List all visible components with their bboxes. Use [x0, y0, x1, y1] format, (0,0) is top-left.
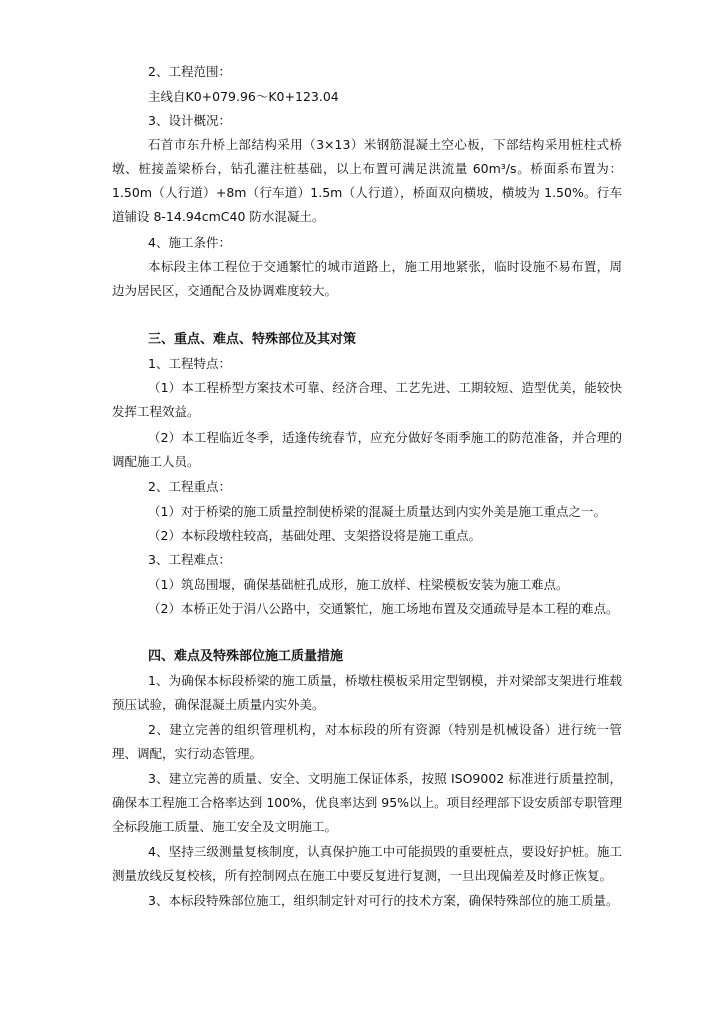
key-point-1: （1）对于桥梁的施工质量控制使桥梁的混凝土质量达到内实外美是施工重点之一。 [148, 504, 606, 519]
difficulty-1: （1）筑岛围堰，确保基础桩孔成形，施工放样、柱梁模板安装为施工难点。 [148, 577, 569, 592]
features-heading: 1、工程特点： [148, 356, 231, 371]
measure-2: 2、建立完善的组织管理机构，对本标段的所有资源（特别是机械设备）进行统一管理、调配，实行动态管理。 [112, 722, 622, 761]
feature-item-2: （2）本工程临近冬季，适逢传统春节，应充分做好冬雨季施工的防范准备，并合理的调配施工人员。 [112, 430, 622, 469]
section-three-title: 三、重点、难点、特殊部位及其对策 [148, 332, 357, 347]
section-four-title: 四、难点及特殊部位施工质量措施 [148, 649, 344, 664]
key-points-heading: 2、工程重点： [148, 479, 231, 494]
design-paragraph: 石首市东升桥上部结构采用（3×13）米钢筋混凝土空心板，下部结构采用桩柱式桥墩、桩接盖梁桥台，钻孔灌注桩基础，以上布置可满足洪流量 60m³/s。桥面系布置为：1.50m（人行道）+8m（行车道）1.5m（人行道），桥面双向横坡，横坡为 1.50%。行车道铺设 8-14.94cmC40 防水混凝土。 [112, 137, 622, 224]
measure-1: 1、为确保本标段桥梁的施工质量，桥墩柱模板采用定型钢模，并对梁部支架进行堆载预压试验，确保混凝土质量内实外美。 [112, 673, 622, 712]
measure-4: 4、坚持三级测量复核制度，认真保护施工中可能损毁的重要桩点，要设好护桩。施工测量放线反复校核，所有控制网点在施工中要反复进行复测，一旦出现偏差及时修正恢复。 [112, 844, 622, 883]
measure-3: 3、建立完善的质量、安全、文明施工保证体系，按照 ISO9002 标准进行质量控制，确保本工程施工合格率达到 100%，优良率达到 95%以上。项目经理部下设安质部专职管理全标段施工质量、施工安全及文明施工。 [112, 771, 622, 834]
conditions-heading: 4、施工条件： [148, 235, 231, 250]
difficulty-2: （2）本桥正处于涓八公路中，交通繁忙，施工场地布置及交通疏导是本工程的难点。 [148, 601, 619, 616]
feature-item-1: （1）本工程桥型方案技术可靠、经济合理、工艺先进、工期较短、造型优美，能较快发挥工程效益。 [112, 380, 622, 419]
design-heading: 3、设计概况： [148, 113, 231, 128]
key-point-2: （2）本标段墩柱较高，基础处理、支架搭设将是施工重点。 [148, 528, 481, 543]
measure-5: 3、本标段特殊部位施工，组织制定针对可行的技术方案，确保特殊部位的施工质量。 [148, 893, 619, 908]
conditions-paragraph: 本标段主体工程位于交通繁忙的城市道路上，施工用地紧张，临时设施不易布置，周边为居民区，交通配合及协调难度较大。 [112, 259, 622, 298]
difficulties-heading: 3、工程难点： [148, 552, 231, 567]
scope-heading: 2、工程范围： [148, 64, 231, 79]
scope-text: 主线自K0+079.96～K0+123.04 [148, 89, 339, 104]
